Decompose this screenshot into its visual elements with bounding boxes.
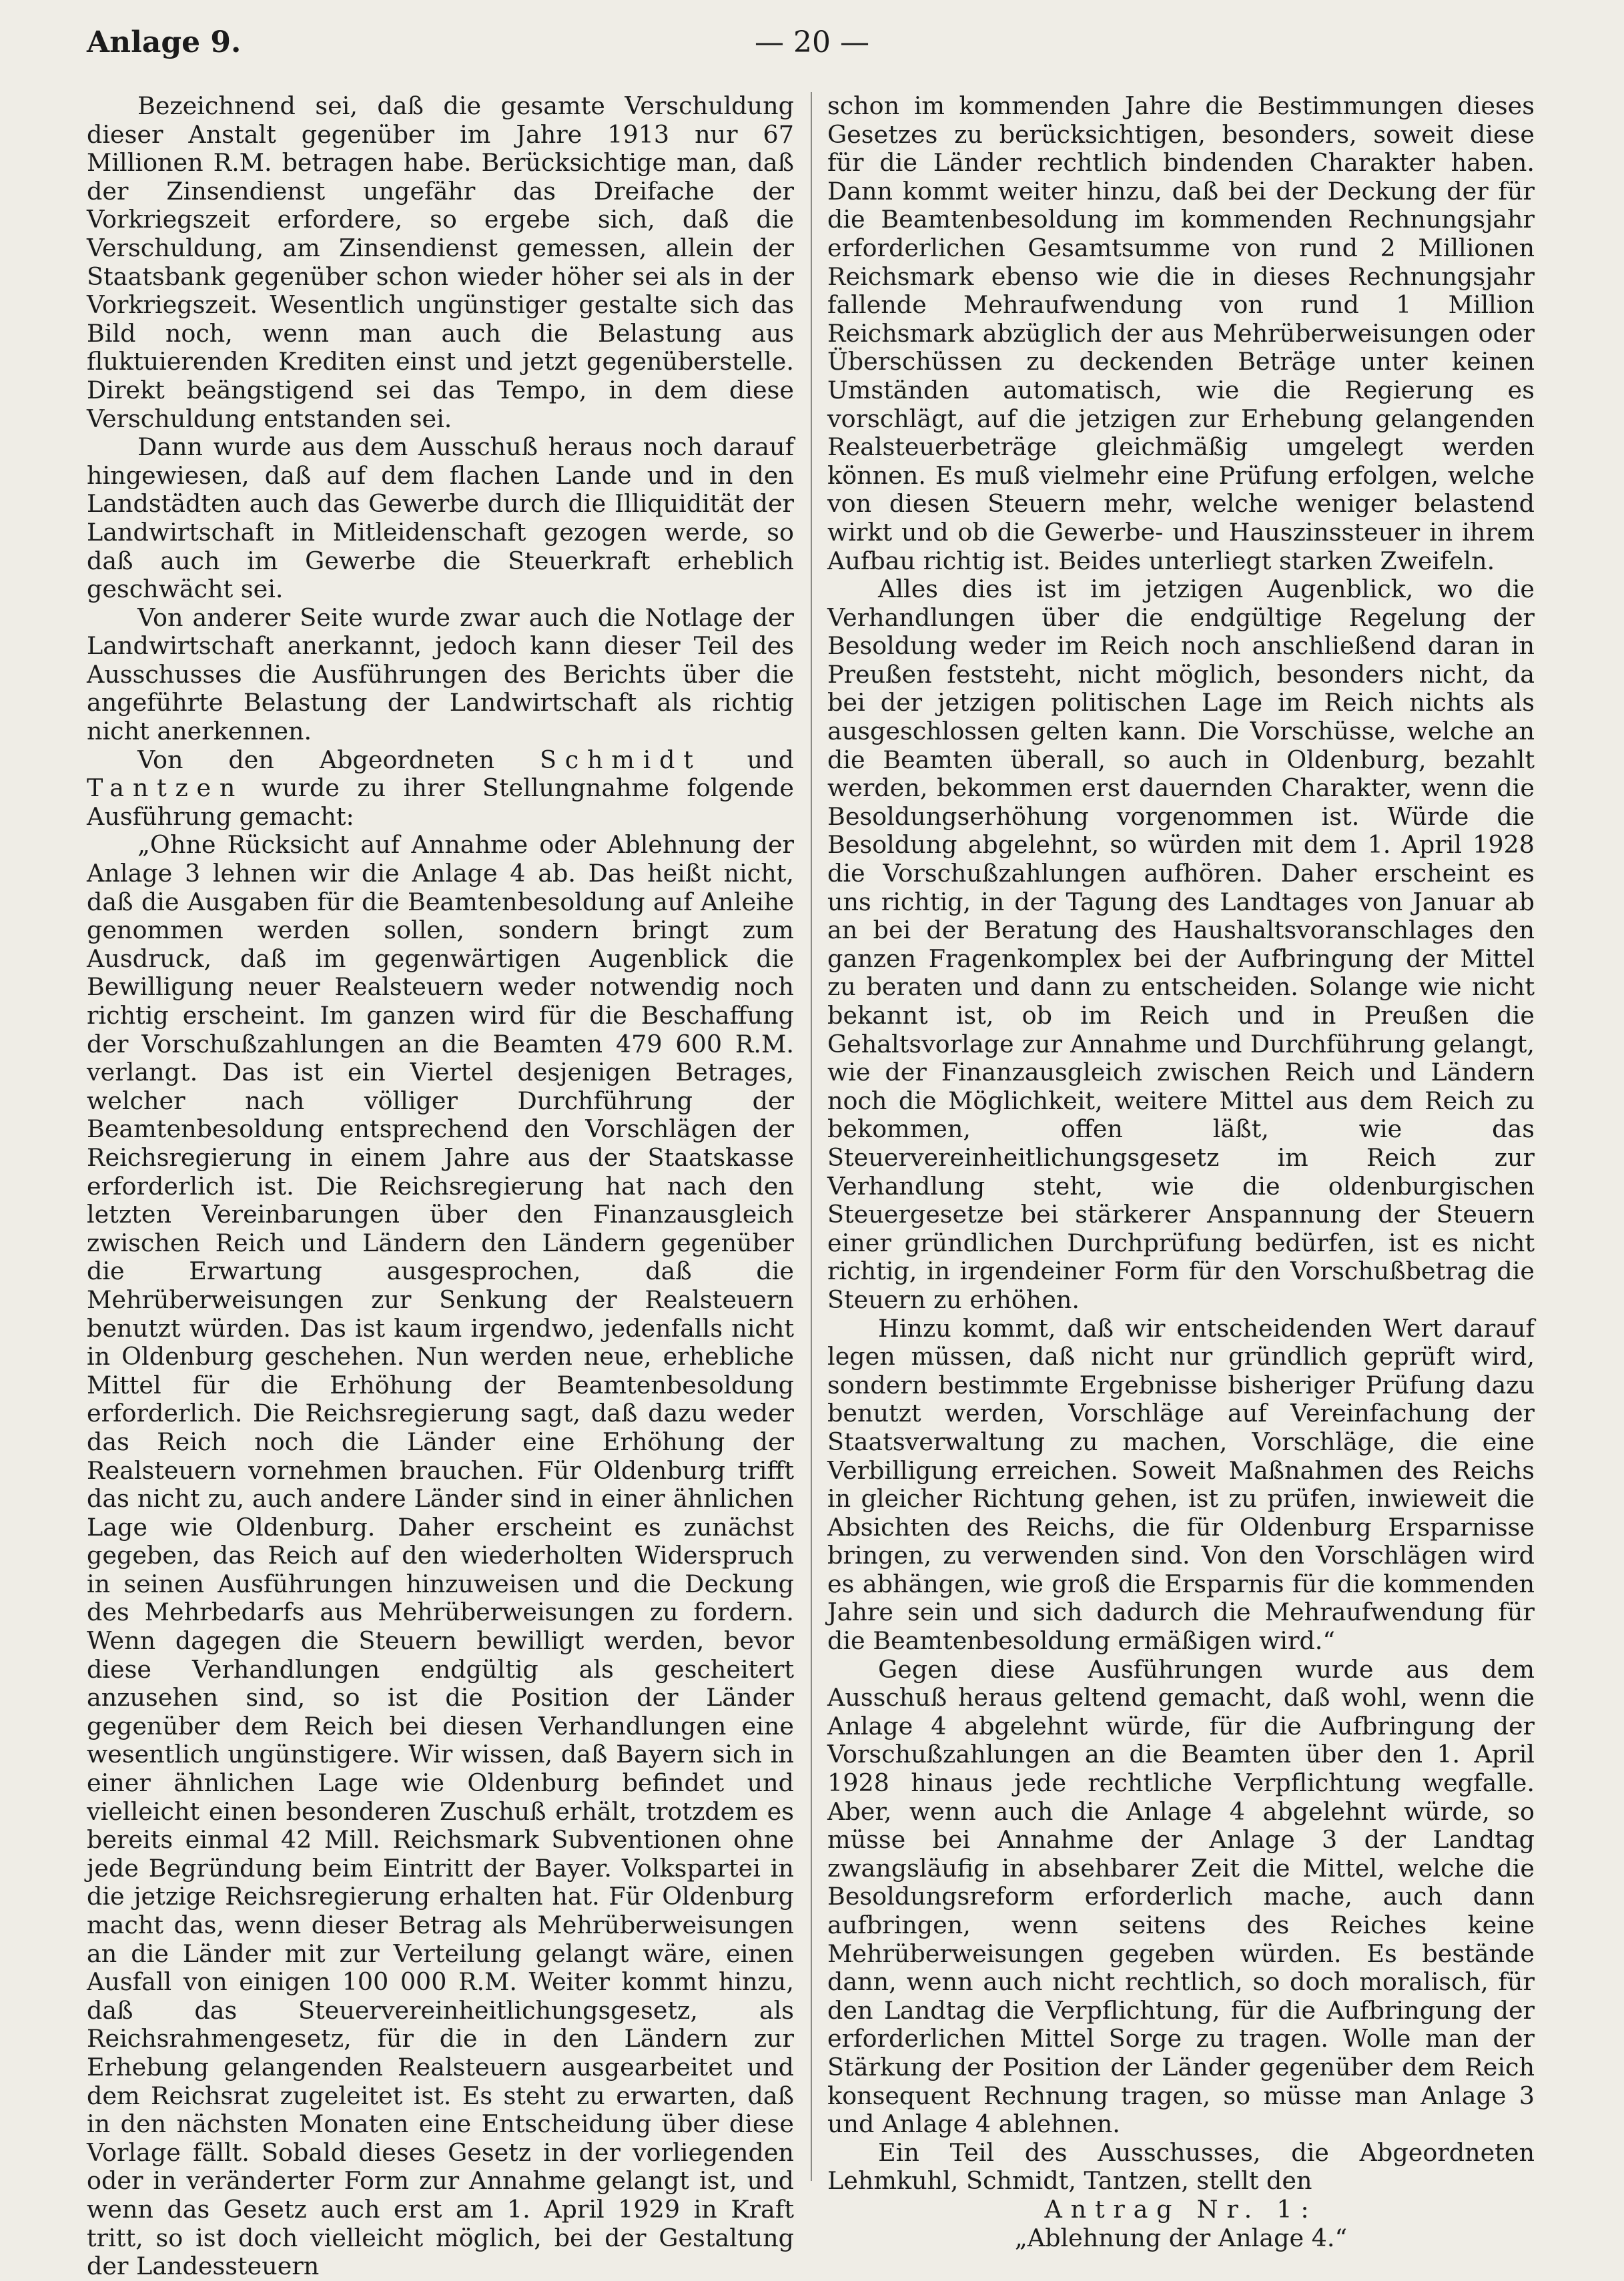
deputy-name: Tantzen (87, 773, 244, 803)
text-run: Von den Abgeordneten (137, 745, 540, 774)
annex-label: Anlage 9. (87, 25, 242, 59)
motion-heading: Antrag Nr. 1: (1044, 2194, 1318, 2224)
quotation-paragraph: „Ohne Rücksicht auf Annahme oder Ablehnung der Anlage 3 lehnen wir die Anlage 4 ab. Das heißt nicht, daß die Ausgaben für die Beamtenbesoldung auf Anleihe genommen werden sollen, sondern bringt zum Ausdruck, daß im gegenwärtigen Augenblick die Bewilligung neuer Realsteuern weder notwendig noch richtig erscheint. Im ganzen wird für die Beschaffung der Vorschußzahlungen an die Beamten 479 600 R.M. verlangt. Das ist ein Viertel desjenigen Betrages, welcher nach völliger Durchführung der Beamtenbesoldung entsprechend den Vorschlägen der Reichsregierung in einem Jahre aus der Staatskasse erforderlich ist. Die Reichsregierung hat nach den letzten Vereinbarungen über den Finanzausgleich zwischen Reich und Ländern den Ländern gegenüber die Erwartung ausgesprochen, daß die Mehrüberweisungen zur Senkung der Realsteuern benutzt würden. Das ist kaum irgendwo, jedenfalls nicht in Oldenburg geschehen. Nun werden neue, erhebliche Mittel für die Erhöhung der Beamtenbesoldung erforderlich. Die Reichsregierung sagt, daß dazu weder das Reich noch die Länder eine Erhöhung der Realsteuern vornehmen brauchen. Für Oldenburg trifft das nicht zu, auch andere Länder sind in einer ähnlichen Lage wie Oldenburg. Daher erscheint es zunächst gegeben, das Reich auf den wiederholten Widerspruch in seinen Ausführungen hinzuweisen und die Deckung des Mehrbedarfs aus Mehrüberweisungen zu fordern. Wenn dagegen die Steuern bewilligt werden, bevor diese Verhandlungen endgültig als gescheitert anzusehen sind, so ist die Position der Länder gegenüber dem Reich bei diesen Verhandlungen eine wesentlich ungünstigere. Wir wissen, daß Bayern sich in einer ähnlichen Lage wie Oldenburg befindet und vielleicht einen besonderen Zuschuß erhält, trotzdem es bereits einmal 42 Mill. Reichsmark Subventionen ohne jede Begründung beim Eintritt der Bayer. Volkspartei in die jetzige Reichsregierung erhalten hat. Für Oldenburg macht das, wenn dieser Betrag als Mehrüberweisungen an die Länder mit zur Verteilung gelangt wäre, einen Ausfall von einigen 100 000 R.M. Weiter kommt hinzu, daß das Steuervereinheitlichungsgesetz, als Reichsrahmengesetz, für die in den Ländern zur Erhebung gelangenden Realsteuern ausgearbeitet und dem Reichsrat zugeleitet ist. Es steht zu erwarten, daß in den nächsten Monaten eine Entscheidung über diese Vorlage fällt. Sobald dieses Gesetz in der vorliegenden oder in veränderter Form zur Annahme gelangt ist, und wenn das Gesetz auch erst am 1. April 1929 in Kraft tritt, so ist doch vielleicht möglich, bei der Gestaltung der Landessteuern (87, 830, 794, 2281)
column-divider (811, 92, 812, 2181)
text-run: und (701, 745, 794, 774)
page-header (87, 20, 1537, 73)
deputy-name: Schmidt (540, 745, 702, 774)
paragraph: Bezeichnend sei, daß die gesamte Verschuldung dieser Anstalt gegenüber im Jahre 1913 nur 67 Millionen R.M. betragen habe. Berücksichtige man, daß der Zinsendienst ungefähr das Dreifache der Vorkriegszeit erfordere, so ergebe sich, daß die Verschuldung, am Zinsendienst gemessen, allein der Staatsbank gegenüber schon wieder höher sei als in der Vorkriegszeit. Wesentlich ungünstiger gestalte sich das Bild noch, wenn man auch die Belastung aus fluktuierenden Krediten einst und jetzt gegenüberstelle. Direkt beängstigend sei das Tempo, in dem diese Verschuldung entstanden sei. (87, 91, 794, 433)
paragraph: Gegen diese Ausführungen wurde aus dem Ausschuß heraus geltend gemacht, daß wohl, wenn die Anlage 4 abgelehnt würde, für die Aufbringung der Vorschußzahlungen an die Beamten über den 1. April 1928 hinaus jede rechtliche Verpflichtung wegfalle. Aber, wenn auch die Anlage 4 abgelehnt würde, so müsse bei Annahme der Anlage 3 der Landtag zwangsläufig in absehbarer Zeit die Mittel, welche die Besoldungsreform erforderlich mache, auch dann aufbringen, wenn seitens des Reiches keine Mehrüberweisungen gegeben würden. Es bestände dann, wenn auch nicht rechtlich, so doch moralisch, für den Landtag die Verpflichtung, für die Aufbringung der erforderlichen Mittel Sorge zu tragen. Wolle man der Stärkung der Position der Länder gegenüber dem Reich konsequent Rechnung tragen, so müsse man Anlage 3 und Anlage 4 ablehnen. (827, 1654, 1535, 2139)
page-number: — 20 — (755, 25, 869, 59)
paragraph (87, 746, 794, 832)
paragraph: Von anderer Seite wurde zwar auch die Notlage der Landwirtschaft anerkannt, jedoch kann dieser Teil des Ausschusses die Ausführungen des Berichts über die angeführte Belastung der Landwirtschaft als richtig nicht anerkennen. (87, 603, 794, 746)
paragraph: Dann wurde aus dem Ausschuß heraus noch darauf hingewiesen, daß auf dem flachen Lande und in den Landstädten auch das Gewerbe durch die Illiquidität der Landwirtschaft in Mitleidenschaft gezogen werde, so daß auch im Gewerbe die Steuerkraft erheblich geschwächt sei. (87, 432, 794, 604)
paragraph: Ein Teil des Ausschusses, die Abgeordneten Lehmkuhl, Schmidt, Tantzen, stellt den (827, 2138, 1535, 2196)
paragraph: Alles dies ist im jetzigen Augenblick, wo die Verhandlungen über die endgültige Regelung der Besoldung weder im Reich noch anschließend daran in Preußen feststeht, nicht möglich, besonders nicht, da bei der jetzigen politischen Lage im Reich nichts als ausgeschlossen gelten kann. Die Vorschüsse, welche an die Beamten überall, so auch in Oldenburg, bezahlt werden, bekommen erst dauernden Charakter, wenn die Besoldungserhöhung vorgenommen ist. Würde die Besoldung abgelehnt, so würden mit dem 1. April 1928 die Vorschußzahlungen aufhören. Daher erscheint es uns richtig, in der Tagung des Landtages von Januar ab an bei der Beratung des Haushaltsvoranschlages den ganzen Fragenkomplex bei der Aufbringung der Mittel zu beraten und dann zu entscheiden. Solange wie nicht bekannt ist, ob im Reich und in Preußen die Gehaltsvorlage zur Annahme und Durchführung gelangt, wie der Finanzausgleich zwischen Reich und Ländern noch die Möglichkeit, weitere Mittel aus dem Reich zu bekommen, offen läßt, wie das Steuervereinheitlichungsgesetz im Reich zur Verhandlung steht, wie die oldenburgischen Steuergesetze bei stärkerer Anspannung der Steuern einer gründlichen Durchprüfung bedürfen, ist es nicht richtig, in irgendeiner Form für den Vorschußbetrag die Steuern zu erhöhen. (827, 575, 1535, 1314)
motion-text: „Ablehnung der Anlage 4.“ (1014, 2223, 1348, 2252)
paragraph-continued: schon im kommenden Jahre die Bestimmungen dieses Gesetzes zu berücksichtigen, besonders, soweit diese für die Länder rechtlich bindenden Charakter haben. Dann kommt weiter hinzu, daß bei der Deckung der für die Beamtenbesoldung im kommenden Rechnungsjahr erforderlichen Gesamtsumme von rund 2 Millionen Reichsmark ebenso wie die in dieses Rechnungsjahr fallende Mehraufwendung von rund 1 Million Reichsmark abzüglich der aus Mehrüberweisungen oder Überschüssen zu deckenden Beträge unter keinen Umständen automatisch, wie die Regierung es vorschlägt, auf die jetzigen zur Erhebung gelangenden Realsteuerbeträge gleichmäßig umgelegt werden können. Es muß vielmehr eine Prüfung erfolgen, welche von diesen Steuern mehr, welche weniger belastend wirkt und ob die Gewerbe- und Hauszinssteuer in ihrem Aufbau richtig ist. Beides unterliegt starken Zweifeln. (827, 91, 1535, 575)
right-column (827, 92, 1535, 2252)
paragraph: Hinzu kommt, daß wir entscheidenden Wert darauf legen müssen, daß nicht nur gründlich geprüft wird, sondern bestimmte Ergebnisse bisheriger Prüfung dazu benutzt werden, Vorschläge auf Vereinfachung der Staatsverwaltung zu machen, Vorschläge, die eine Verbilligung erreichen. Soweit Maßnahmen des Reichs in gleicher Richtung gehen, ist zu prüfen, inwieweit die Absichten des Reichs, die für Oldenburg Ersparnisse bringen, zu verwenden sind. Von den Vorschlägen wird es abhängen, wie groß die Ersparnis für die kommenden Jahre sein und sich dadurch die Mehraufwendung für die Beamtenbesoldung ermäßigen wird.“ (827, 1313, 1535, 1656)
text-run: wurde zu ihrer Stellungnahme folgende Ausführung gemacht: (87, 773, 794, 831)
left-column (87, 92, 794, 2281)
